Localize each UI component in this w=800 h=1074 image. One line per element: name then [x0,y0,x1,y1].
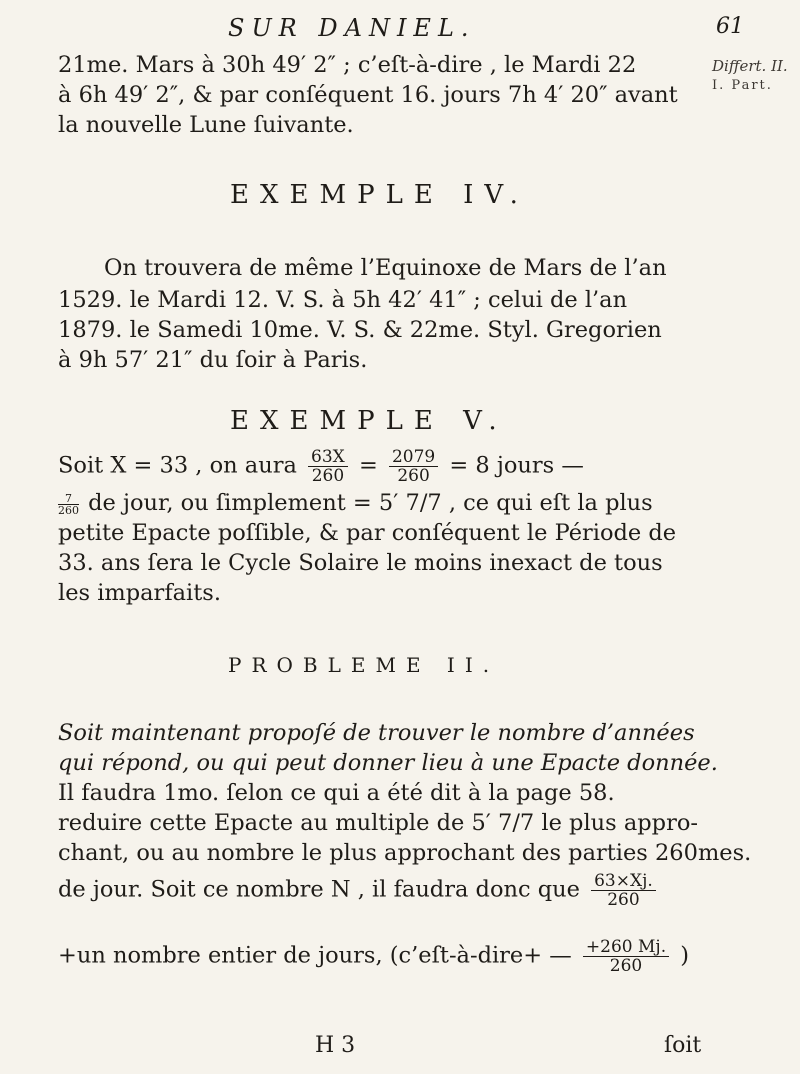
text-line: Il faudra 1mo. ſelon ce qui a été dit à la page 58. [58,780,615,806]
fraction-numerator: 63×Xj. [591,872,656,891]
equals-sign: = [358,452,378,479]
equation-text: de jour. Soit ce nombre N , il faudra donc que [58,876,580,903]
fraction-denominator: 260 [397,466,430,486]
equation-text: de jour, ou ſimplement = 5′ 7/7 , ce qui eſt la plus [88,490,653,516]
section-heading: PROBLEME II. [228,653,500,677]
fraction [591,872,656,909]
text-line: 33. ans ſera le Cycle Solaire le moins inexact de tous [58,550,663,576]
fraction [389,448,438,485]
equation-text: ) [680,942,690,969]
fraction-numerator: 7 [58,493,79,505]
equation-line [58,872,660,909]
fraction [58,493,79,516]
fraction-denominator: 260 [607,890,640,910]
text-line: chant, ou au nombre le plus approchant des parties 260mes. [58,840,752,866]
equation-line [58,448,584,485]
fraction-numerator: 63X [308,448,348,467]
text-line: 1879. le Samedi 10me. V. S. & 22me. Styl. Gregorien [58,317,662,343]
margin-note-part: I. Part. [712,78,773,93]
text-line: On trouvera de même l’Equinoxe de Mars de l’an [104,255,667,281]
text-line: à 6h 49′ 2″, & par conſéquent 16. jours 7h 4′ 20″ avant [58,82,678,108]
fraction-numerator: +260 Mj. [583,938,669,957]
margin-note-dissertation: Differt. II. [712,57,788,75]
page-header [0,14,800,46]
catchword: ſoit [664,1033,702,1058]
equation-line [58,938,689,975]
fraction-denominator: 260 [58,503,79,517]
text-line: petite Epacte poſſible, & par conſéquent le Période de [58,520,677,546]
equation-text: = 8 jours — [449,452,584,479]
text-line: 21me. Mars à 30h 49′ 2″ ; c’eſt-à-dire , le Mardi 22 [58,52,637,78]
fraction [308,448,348,485]
italic-line: qui répond, ou qui peut donner lieu à une Epacte donnée. [58,750,718,776]
running-title: SUR DANIEL. [228,14,476,42]
text-line: à 9h 57′ 21″ du ſoir à Paris. [58,347,368,373]
page-number: 61 [716,14,744,39]
fraction-numerator: 2079 [389,448,438,467]
fraction [583,938,669,975]
signature-mark: H 3 [315,1033,356,1058]
equation-text: Soit X = 33 , on aura [58,452,297,479]
text-line: les imparfaits. [58,580,221,606]
equation-line [58,488,653,518]
italic-line: Soit maintenant propoſé de trouver le nombre d’années [58,720,695,746]
equation-text: +un nombre entier de jours, (c’eſt-à-dire+ — [58,942,572,969]
fraction-denominator: 260 [609,956,643,976]
text-line: 1529. le Mardi 12. V. S. à 5h 42′ 41″ ; celui de l’an [58,287,628,313]
section-heading: EXEMPLE IV. [230,180,529,210]
text-line: la nouvelle Lune ſuivante. [58,112,354,138]
text-line: reduire cette Epacte au multiple de 5′ 7/7 le plus appro- [58,810,698,836]
fraction-denominator: 260 [311,466,345,486]
section-heading: EXEMPLE V. [230,406,508,436]
